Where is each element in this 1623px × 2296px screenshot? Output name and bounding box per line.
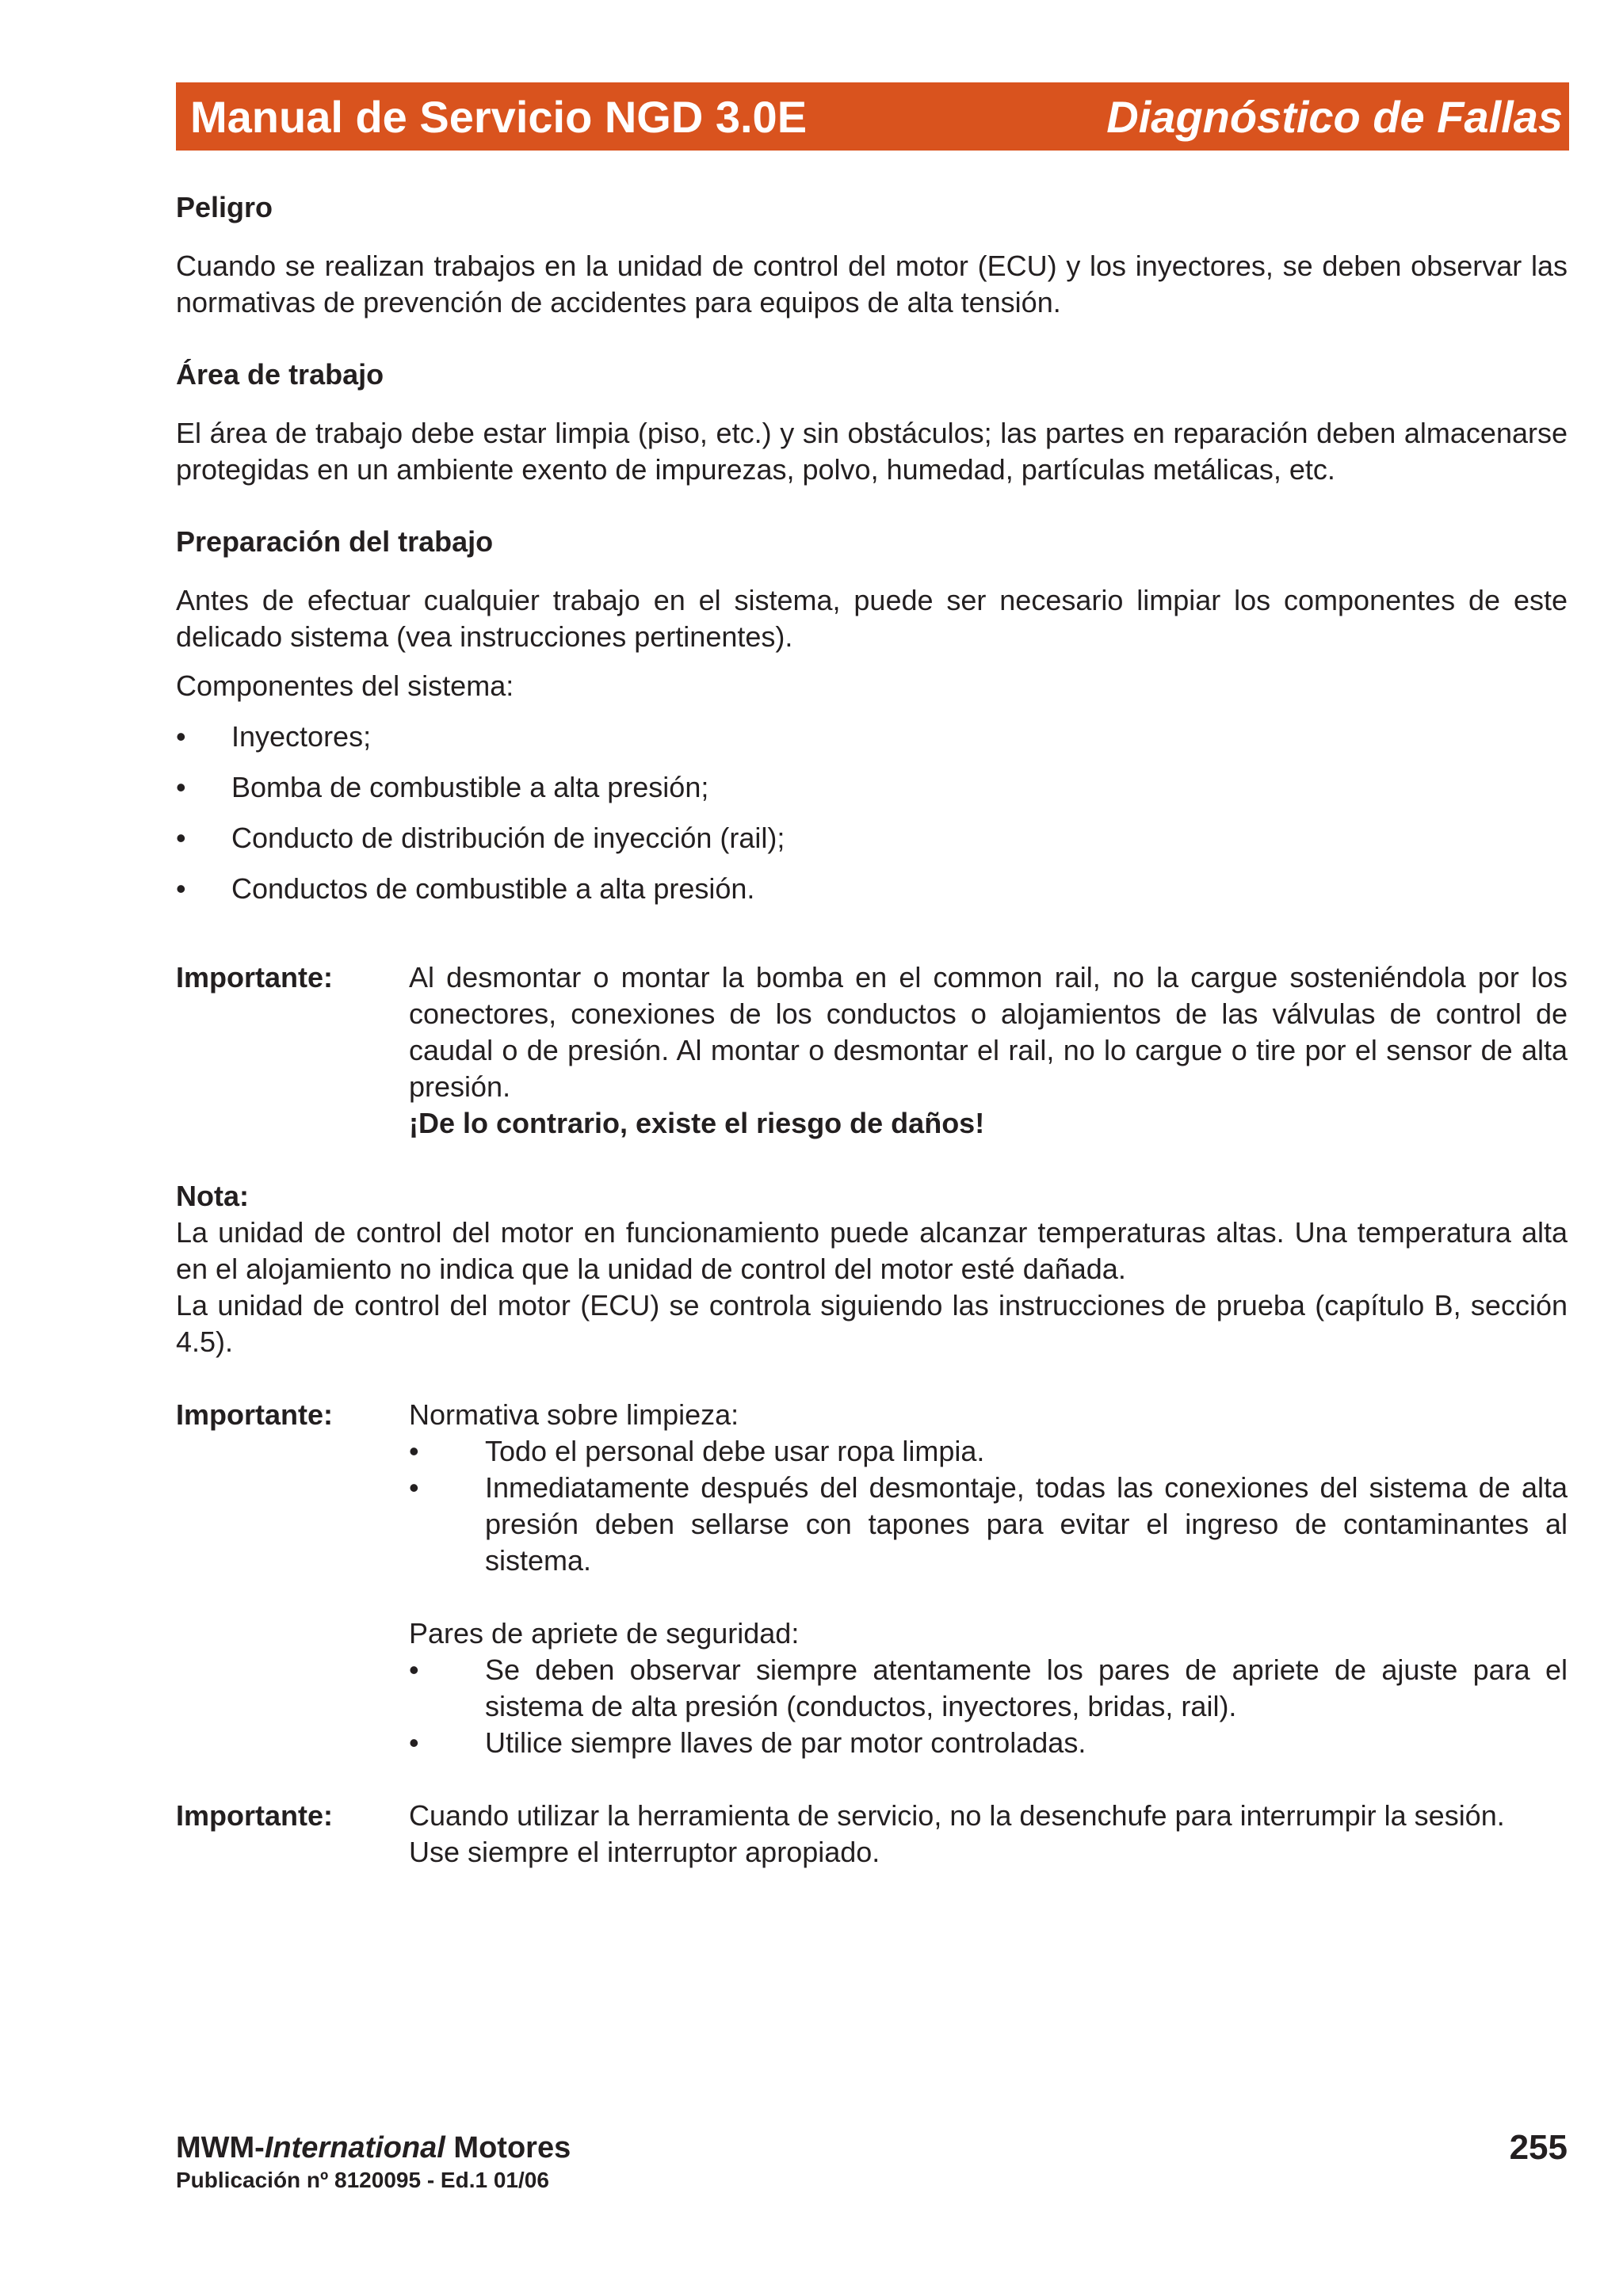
importante-emphasis: ¡De lo contrario, existe el riesgo de daños! — [409, 1107, 985, 1139]
list-item: • Todo el personal debe usar ropa limpia. — [409, 1433, 1568, 1470]
torque-list — [409, 1652, 1568, 1761]
importante-text: Al desmontar o montar la bomba en el common rail, no la cargue sosteniéndola por los conectores, conexiones de los conductos o alojamientos de las válvulas de control de caudal o de presión. Al montar o desmontar el rail, no lo cargue o tire por el sensor de alta presión. — [409, 961, 1568, 1103]
bullet-icon: • — [176, 872, 186, 905]
importante-block-1 — [176, 959, 1568, 1142]
components-intro: Componentes del sistema: — [176, 669, 514, 702]
list-item: • Se deben observar siempre atentamente los pares de apriete de ajuste para el sistema de alta presión (conductos, inyectores, bridas, rail). — [409, 1653, 1568, 1722]
importante-body — [409, 1798, 1568, 1871]
importante-label: Importante: — [176, 1799, 333, 1832]
section-title: Diagnóstico de Fallas — [1106, 91, 1563, 142]
publisher-brand: MWM-International Motores — [176, 2131, 571, 2164]
list-item: • Inmediatamente después del desmontaje, todas las conexiones del sistema de alta presión deben sellarse con tapones para evitar el ingreso de contaminantes al sistema. — [409, 1471, 1568, 1577]
importante-label: Importante: — [176, 1398, 333, 1431]
nota-block — [176, 1178, 1568, 1360]
nota-text-2: La unidad de control del motor (ECU) se controla siguiendo las instrucciones de prueba (capítulo B, sección 4.5). — [176, 1289, 1568, 1358]
spacer — [409, 1579, 1568, 1615]
header-bar — [176, 82, 1569, 151]
page-number: 255 — [1509, 2128, 1568, 2167]
page-footer — [176, 2130, 1568, 2195]
list-item: • Conductos de combustible a alta presión. — [176, 871, 1568, 907]
bullet-icon: • — [409, 1435, 419, 1467]
cleaning-list — [409, 1433, 1568, 1579]
preparacion-heading: Preparación del trabajo — [176, 525, 494, 558]
bullet-icon: • — [176, 720, 186, 753]
publication-info: Publicación nº 8120095 - Ed.1 01/06 — [176, 2168, 549, 2192]
bullet-icon: • — [409, 1726, 419, 1759]
bullet-icon: • — [409, 1653, 419, 1686]
manual-title: Manual de Servicio NGD 3.0E — [190, 91, 808, 142]
components-list — [176, 719, 1568, 907]
list-item: • Conducto de distribución de inyección (rail); — [176, 820, 1568, 856]
importante-label: Importante: — [176, 961, 333, 994]
area-heading: Área de trabajo — [176, 358, 384, 391]
nota-heading: Nota: — [176, 1180, 249, 1212]
importante-block-2 — [176, 1397, 1568, 1761]
importante-block-3 — [176, 1798, 1568, 1871]
bullet-icon: • — [176, 771, 186, 803]
peligro-heading: Peligro — [176, 191, 273, 223]
preparacion-text: Antes de efectuar cualquier trabajo en el sistema, puede ser necesario limpiar los componentes de este delicado sistema (vea instrucciones pertinentes). — [176, 584, 1568, 653]
nota-text-1: La unidad de control del motor en funcionamiento puede alcanzar temperaturas altas. Una temperatura alta en el alojamiento no indica que la unidad de control del motor esté dañada. — [176, 1216, 1568, 1285]
importante-body — [409, 1397, 1568, 1761]
area-text: El área de trabajo debe estar limpia (piso, etc.) y sin obstáculos; las partes en reparación deben almacenarse protegidas en un ambiente exento de impurezas, polvo, humedad, partículas metálicas, etc. — [176, 417, 1568, 486]
list-item: • Inyectores; — [176, 719, 1568, 755]
list-item: • Bomba de combustible a alta presión; — [176, 769, 1568, 806]
bullet-icon: • — [409, 1471, 419, 1504]
importante-body — [409, 959, 1568, 1142]
torque-title: Pares de apriete de seguridad: — [409, 1617, 800, 1650]
bullet-icon: • — [176, 822, 186, 854]
peligro-text: Cuando se realizan trabajos en la unidad de control del motor (ECU) y los inyectores, se deben observar las normativas de prevención de accidentes para equipos de alta tensión. — [176, 250, 1568, 318]
importante-text-2: Use siempre el interruptor apropiado. — [409, 1836, 880, 1868]
cleaning-title: Normativa sobre limpieza: — [409, 1398, 739, 1431]
list-item: • Utilice siempre llaves de par motor controladas. — [409, 1725, 1568, 1761]
page-content — [176, 178, 1568, 1871]
importante-text-1: Cuando utilizar la herramienta de servicio, no la desenchufe para interrumpir la sesión. — [409, 1799, 1505, 1832]
